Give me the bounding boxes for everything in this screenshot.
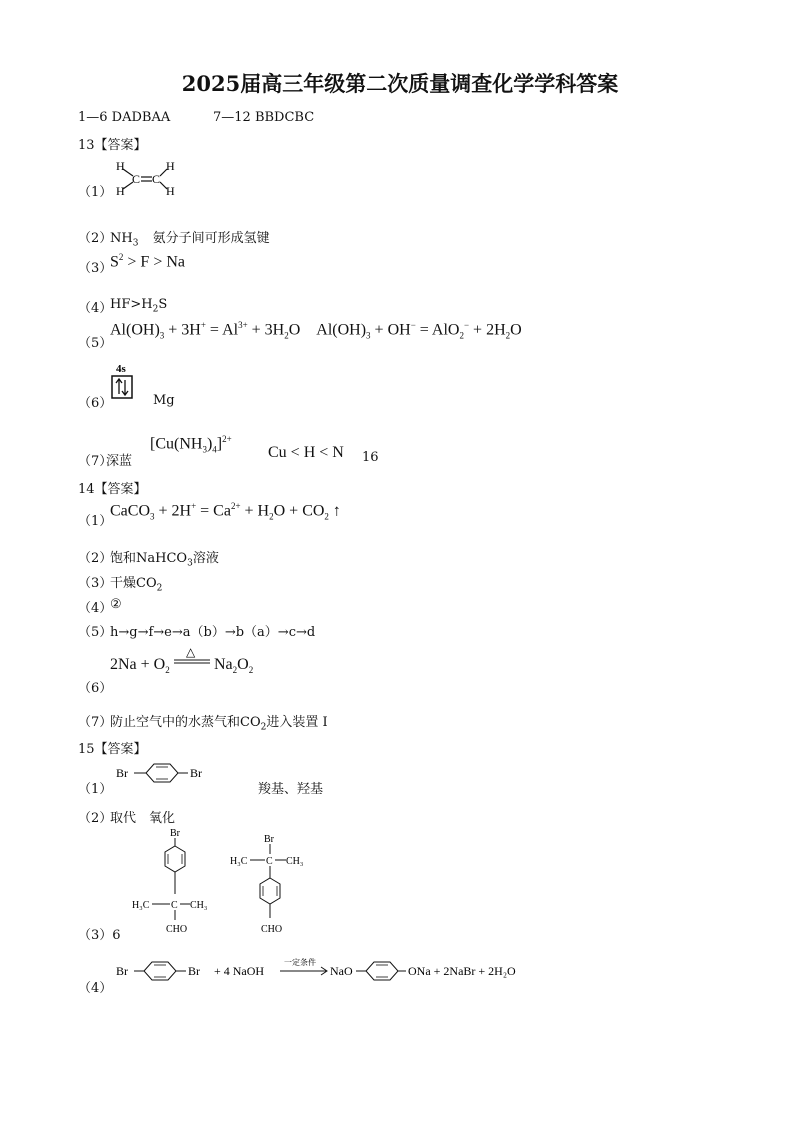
count-16: 16 [362,450,379,465]
isomer2-cho: CHO [261,924,283,935]
co2-sub-2: 2 [260,722,267,733]
h2s-s: S [158,297,168,312]
nh3-sub: 3 [132,238,139,249]
mc-answers-7-12: 7—12 BBDCBC [213,110,315,125]
mc-answers-1-6: 1—6 DADBAA [78,110,171,125]
q15-2-label: （2） [78,811,113,826]
rxn-br-left: Br [116,964,128,978]
orbital-diagram [110,360,138,404]
s-charge: 2 [118,252,124,262]
hydrolysis-reaction [112,955,562,989]
q15-4-label: （4） [78,981,113,996]
prevent-text: 防止空气中的水蒸气和CO [110,715,261,730]
q13-3-answer [110,252,185,271]
q13-7-label: （7） [78,454,113,469]
hf-text: HF>H [110,297,153,312]
mg-element: Mg [153,393,175,408]
q14-5-answer: h→g→f→e→a（b）→b（a）→c→d [110,625,316,640]
functional-groups: 羧基、羟基 [258,782,324,797]
q14-6-label: （6） [78,681,113,696]
copper-complex: $[Cu(NH_3)_4]^{2+}$ [150,434,232,455]
isomer2-c: C [266,856,273,867]
rxn-br-right: Br [188,964,200,978]
electronegativity-order: Cu < H < N [268,444,344,461]
q13-5-equations: $Al(OH)_3 + 3H^+ = Al^{3+} + 3H_2O$ $Al(OH)_3 + OH^- = AlO_2^- + 2H_2O$ [110,320,522,341]
struct-c-1: C [132,172,141,186]
heat-arrow [172,645,212,669]
q14-4-answer: ② [110,597,122,612]
br-left: Br [116,766,128,780]
q14-4-label: （4） [78,601,113,616]
solution-text: 溶液 [192,551,219,566]
isomer2-h3c: H₃C [230,856,248,867]
q15-1-label: （1） [78,782,113,797]
radius-order: > F > Na [123,253,186,271]
isomer1-br: Br [170,828,180,839]
nahco3-sub: 3 [187,558,193,569]
rxn-naoh: + 4 NaOH [214,964,265,978]
q14-3-label: （3） [78,576,113,591]
struct-h-4: H [166,184,175,198]
q14-1-equation: CaCO$_3$ + $2H^+ = Ca^{2+} + H_2O + CO_2$ ↑ [110,501,341,522]
isomer2-br: Br [264,834,274,845]
device-text: 进入装置 I [266,715,328,730]
q14-1-label: （1） [78,514,113,529]
q14-7-answer [110,711,328,733]
nh3-formula: NH [110,231,133,246]
rxn-condition: 一定条件 [284,958,316,967]
struct-h-3: H [166,159,175,173]
q13-5-label: （5） [78,336,113,351]
na2o2-product: $Na_2O_2$ [214,656,254,676]
q13-4-label: （4） [78,301,113,316]
q13-header: 13【答案】 [78,138,147,153]
isomer1-ch3: CH₃ [190,900,208,911]
hydrogen-bond-text: 氨分子间可形成氢键 [152,231,270,246]
page-title: 2025届高三年级第二次质量调查化学学科答案 [181,71,619,96]
q13-2-label: （2） [78,231,113,246]
q13-2-answer [110,227,270,249]
q14-2-label: （2） [78,551,113,566]
q15-header: 15【答案】 [78,742,147,757]
q14-2-answer [110,547,219,569]
br-right: Br [190,766,202,780]
q14-header: 14【答案】 [78,482,147,497]
q14-6-equation: $2Na + O_2$ [110,656,170,676]
dibromobenzene-structure [112,760,222,788]
s-ion: S [110,253,119,271]
q14-3-answer [110,572,162,594]
isomer-structure-1 [130,826,220,936]
nahco3-text: 饱和NaHCO [110,551,188,566]
rxn-nao: NaO [330,964,353,978]
deep-blue-text: 深蓝 [106,454,133,469]
q13-6-label: （6） [78,396,113,411]
h2s-sub: 2 [152,304,159,315]
isomer-structure-2 [228,826,318,936]
ethylene-structure [110,155,190,201]
q14-5-label: （5） [78,625,113,640]
struct-h-2: H [116,184,125,198]
heat-triangle: △ [186,645,196,659]
isomer2-ch3: CH₃ [286,856,304,867]
dry-co2-text: 干燥CO [110,576,157,591]
rxn-products: ONa + 2NaBr + 2H₂O [408,964,516,978]
isomer1-cho: CHO [166,924,188,935]
q13-4-answer [110,297,167,315]
q14-7-label: （7） [78,715,113,730]
co2-sub: 2 [156,583,163,594]
isomer1-h3c: H₃C [132,900,150,911]
isomer1-c: C [171,900,178,911]
q13-3-label: （3） [78,261,113,276]
orbital-label: 4s [116,363,126,375]
q15-3-label: （3）6 [78,928,121,943]
struct-h-1: H [116,159,125,173]
struct-c-2: C [152,172,161,186]
q13-1-label: （1） [78,185,113,200]
q15-2-answer: 取代 氧化 [110,811,176,826]
